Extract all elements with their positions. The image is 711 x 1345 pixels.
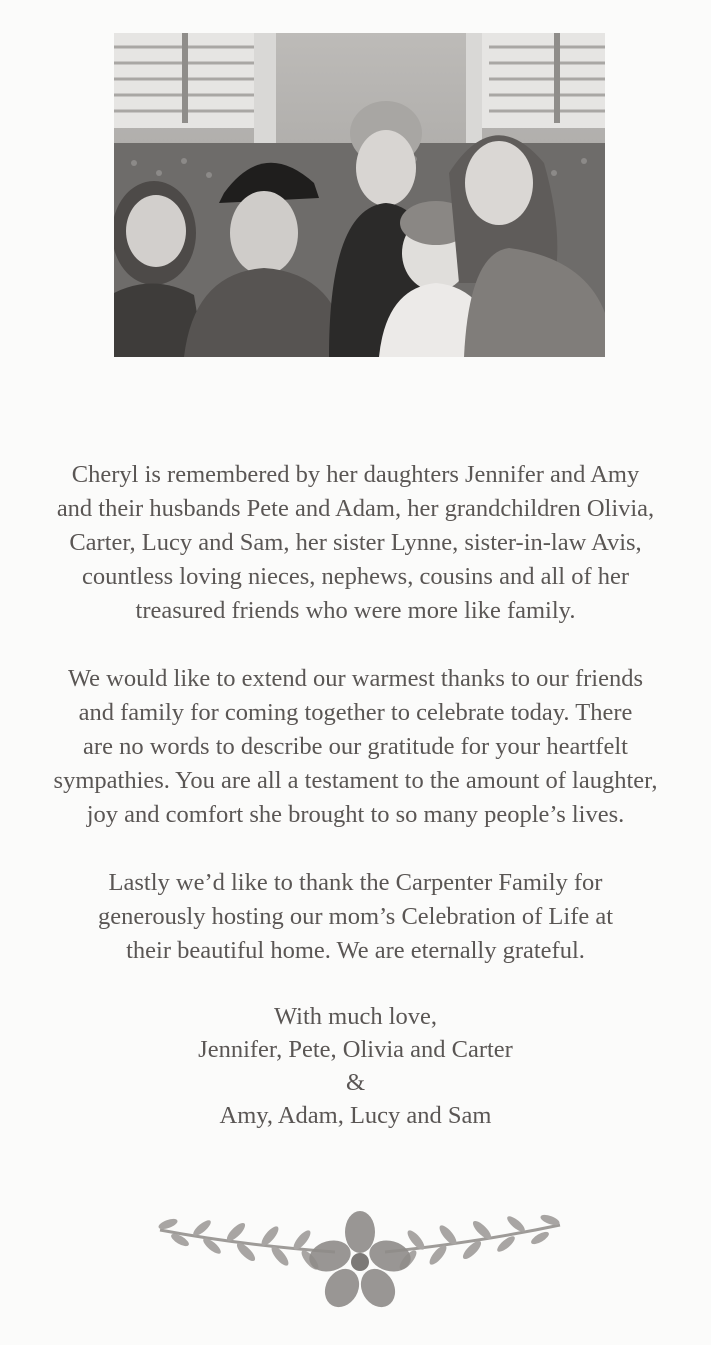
family-photo-image	[114, 33, 605, 357]
signature-closing: With much love,	[274, 1003, 437, 1030]
signature-family-1: Jennifer, Pete, Olivia and Carter	[198, 1036, 513, 1063]
host-thanks-paragraph	[0, 866, 711, 968]
paragraph-line: Cheryl is remembered by her daughters Jennifer and Amy	[71, 461, 640, 488]
paragraph-line: joy and comfort she brought to so many people’s lives.	[86, 801, 625, 828]
paragraph-line: Lastly we’d like to thank the Carpenter Family for	[108, 869, 603, 896]
remembrance-paragraph	[0, 458, 711, 628]
paragraph-line: sympathies. You are all a testament to the amount of laughter,	[53, 767, 658, 794]
paragraph-line: generously hosting our mom’s Celebration of Life at	[97, 903, 614, 930]
paragraph-line: countless loving nieces, nephews, cousins and all of her	[81, 563, 630, 590]
floral-laurel-icon	[150, 1210, 570, 1315]
paragraph-line: and their husbands Pete and Adam, her grandchildren Olivia,	[56, 495, 655, 522]
paragraph-line: and family for coming together to celebrate today. There	[78, 699, 633, 726]
family-photo	[114, 33, 605, 357]
signature-ampersand: &	[345, 1069, 366, 1096]
paragraph-line: We would like to extend our warmest thanks to our friends	[67, 665, 643, 692]
signature-family-2: Amy, Adam, Lucy and Sam	[219, 1102, 492, 1129]
signature-block	[0, 1000, 711, 1132]
paragraph-line: Carter, Lucy and Sam, her sister Lynne, sister-in-law Avis,	[69, 529, 642, 556]
paragraph-line: treasured friends who were more like family.	[135, 597, 576, 624]
paragraph-line: their beautiful home. We are eternally grateful.	[126, 937, 585, 964]
paragraph-line: are no words to describe our gratitude for your heartfelt	[83, 733, 628, 760]
thanks-paragraph	[0, 662, 711, 832]
